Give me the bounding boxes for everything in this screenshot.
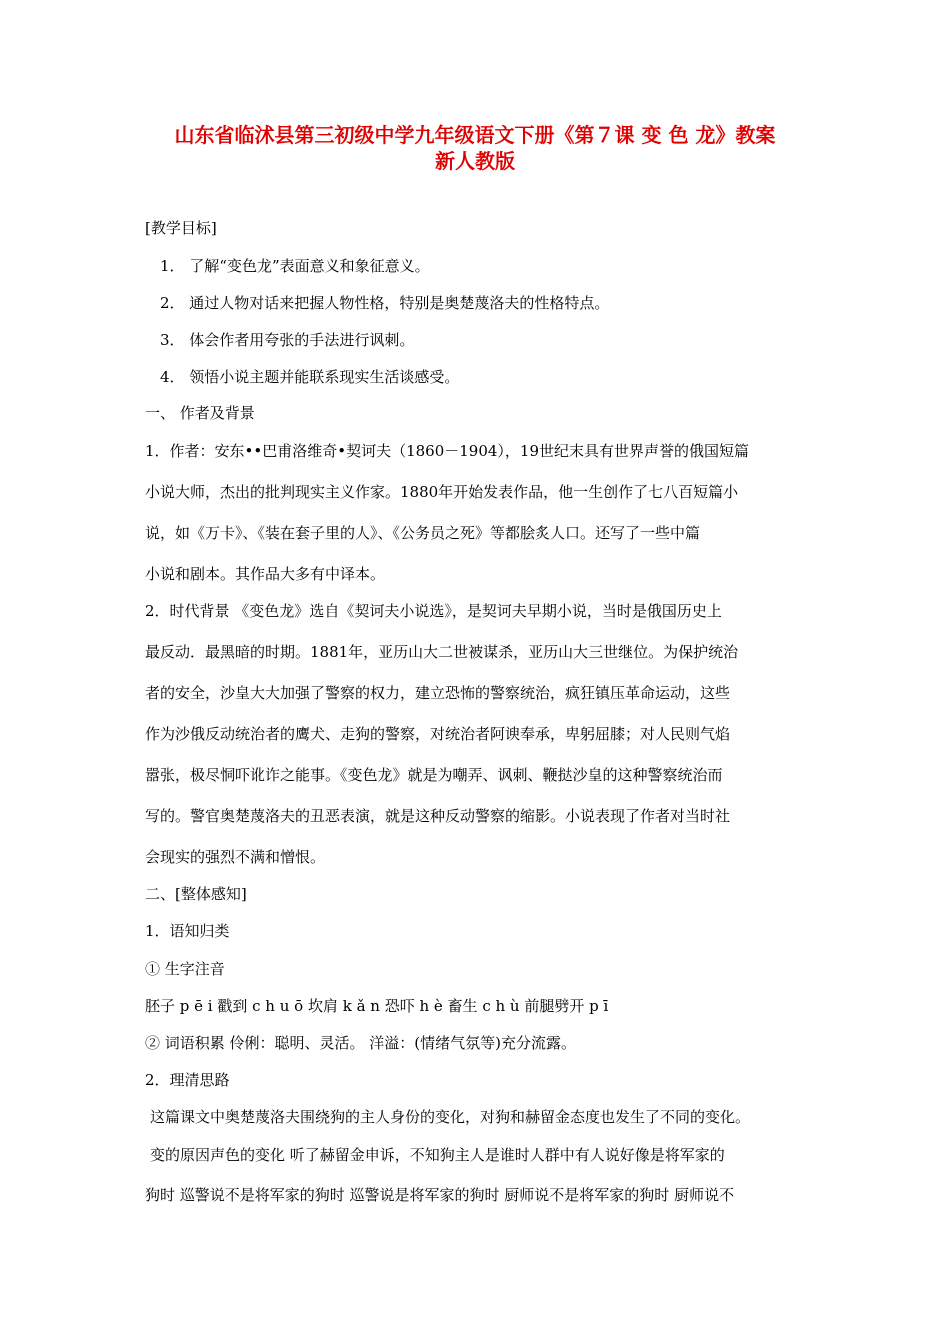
paragraph-line: 嚣张，极尽恫吓讹诈之能事。《变色龙》就是为嘲弄、讽刺、鞭挞沙皇的这种警察统治而 <box>145 766 723 784</box>
paragraph-line: 写的。警官奥楚蔑洛夫的丑恶表演，就是这种反动警察的缩影。小说表现了作者对当时社 <box>145 807 731 825</box>
paragraph-line: 作为沙俄反动统治者的鹰犬、走狗的警察，对统治者阿谀奉承，卑躬屈膝；对人民则气焰 <box>145 725 731 743</box>
paragraph-line: 狗时 巡警说不是将军家的狗时 巡警说是将军家的狗时 厨师说不是将军家的狗时 厨师说不 <box>145 1186 735 1204</box>
section-heading-objectives: [教学目标] <box>145 219 217 237</box>
section-heading-author: 一、 作者及背景 <box>145 404 255 422</box>
subsection-heading: 2．理清思路 <box>145 1071 230 1089</box>
paragraph-line: 者的安全，沙皇大大加强了警察的权力，建立恐怖的警察统治，疯狂镇压革命运动，这些 <box>145 684 731 702</box>
paragraph-line: 说，如《万卡》、《装在套子里的人》、《公务员之死》等都脍炙人口。还写了一些中篇 <box>145 524 701 542</box>
paragraph-line: 1．作者：安东••巴甫洛维奇•契诃夫（1860－1904），19世纪末具有世界声誉的俄国短篇 <box>145 442 750 460</box>
subsection-heading: 1．语知归类 <box>145 922 230 940</box>
paragraph-line: 小说大师，杰出的批判现实主义作家。1880年开始发表作品，他一生创作了七八百短篇小 <box>145 483 739 501</box>
paragraph-line: 变的原因声色的变化 听了赫留金申诉，不知狗主人是谁时人群中有人说好像是将军家的 <box>150 1146 725 1164</box>
list-item: ① 生字注音 <box>145 960 225 978</box>
section-heading-overview: 二、[整体感知] <box>145 885 247 903</box>
paragraph-line: 这篇课文中奥楚蔑洛夫围绕狗的主人身份的变化，对狗和赫留金态度也发生了不同的变化。 <box>150 1108 751 1126</box>
paragraph-line: 会现实的强烈不满和憎恨。 <box>145 848 326 866</box>
objective-item: 1． 了解“变色龙”表面意义和象征意义。 <box>160 257 430 275</box>
paragraph-line: 小说和剧本。其作品大多有中译本。 <box>145 565 386 583</box>
pinyin-line: 胚子 p ē i 戳到 c h u ō 坎肩 k ǎ n 恐吓 h è 畜生 c h ù 前腿劈开 p ī <box>145 997 609 1015</box>
document-subtitle: 新人教版 <box>435 149 515 173</box>
objective-item: 4． 领悟小说主题并能联系现实生活谈感受。 <box>160 368 460 386</box>
paragraph-line: 2．时代背景 《变色龙》选自《契诃夫小说选》，是契诃夫早期小说，当时是俄国历史上 <box>145 602 722 620</box>
objective-item: 3． 体会作者用夸张的手法进行讽刺。 <box>160 331 415 349</box>
paragraph-line: 最反动．最黑暗的时期。1881年，亚历山大二世被谋杀，亚历山大三世继位。为保护统治 <box>145 643 739 661</box>
objective-item: 2． 通过人物对话来把握人物性格，特别是奥楚蔑洛夫的性格特点。 <box>160 294 610 312</box>
document-title: 山东省临沭县第三初级中学九年级语文下册《第７课 变 色 龙》教案 <box>174 123 776 147</box>
list-item: ② 词语积累 伶俐：聪明、灵活。 洋溢：(情绪气氛等)充分流露。 <box>145 1034 577 1052</box>
